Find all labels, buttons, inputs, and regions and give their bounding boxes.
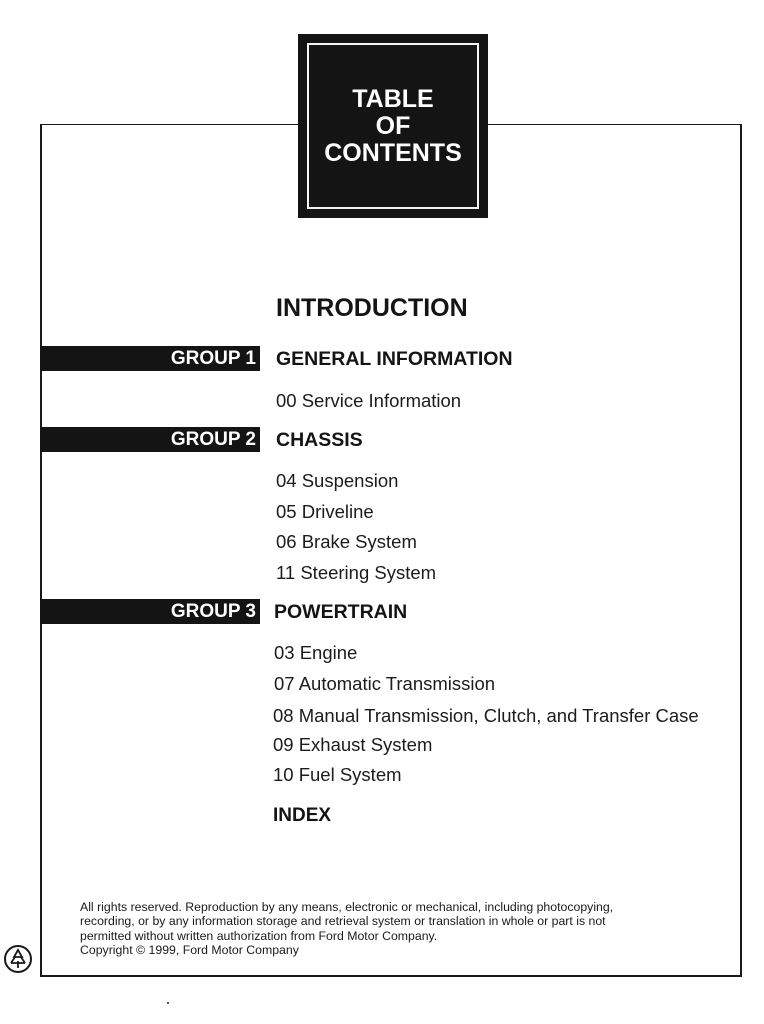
legal-line-1: All rights reserved. Reproduction by any means, electronic or mechanical, including photocopying, <box>80 900 614 914</box>
title-line-1: TABLE <box>352 84 434 113</box>
toc-item-service-information: 00 Service Information <box>276 390 462 411</box>
legal-line-2: recording, or by any information storage and retrieval system or translation in whole or part is not <box>80 914 606 929</box>
toc-item-suspension: 04 Suspension <box>276 470 399 491</box>
group-2-bar: GROUP 2 <box>40 427 260 452</box>
toc-item-steering-system: 11 Steering System <box>276 562 437 583</box>
title-inner-border <box>307 43 479 209</box>
group-1-title: GENERAL INFORMATION <box>276 348 513 370</box>
toc-item-fuel-system: 10 Fuel System <box>273 764 402 785</box>
introduction-heading: INTRODUCTION <box>276 294 468 322</box>
copyright-notice <box>80 900 720 958</box>
index-heading: INDEX <box>273 805 332 826</box>
toc-item-manual-transmission: 08 Manual Transmission, Clutch, and Transfer Case <box>273 705 699 726</box>
toc-item-automatic-transmission: 07 Automatic Transmission <box>274 673 496 694</box>
scan-speck <box>167 1002 169 1004</box>
toc-item-driveline: 05 Driveline <box>276 501 374 522</box>
toc-item-exhaust-system: 09 Exhaust System <box>273 734 433 755</box>
group-3-title: POWERTRAIN <box>274 601 408 623</box>
group-2-title: CHASSIS <box>276 429 363 451</box>
toc-item-engine: 03 Engine <box>274 642 358 663</box>
group-1-bar: GROUP 1 <box>40 346 260 371</box>
title-line-3: CONTENTS <box>324 138 462 167</box>
title-line-2: OF <box>375 111 411 140</box>
toc-item-brake-system: 06 Brake System <box>276 531 417 552</box>
recycle-icon <box>3 944 33 974</box>
legal-line-3: permitted without written authorization from Ford Motor Company. <box>80 928 438 943</box>
legal-line-4: Copyright © 1999, Ford Motor Company <box>80 943 299 958</box>
title-box <box>298 34 488 218</box>
group-3-bar: GROUP 3 <box>40 599 260 624</box>
